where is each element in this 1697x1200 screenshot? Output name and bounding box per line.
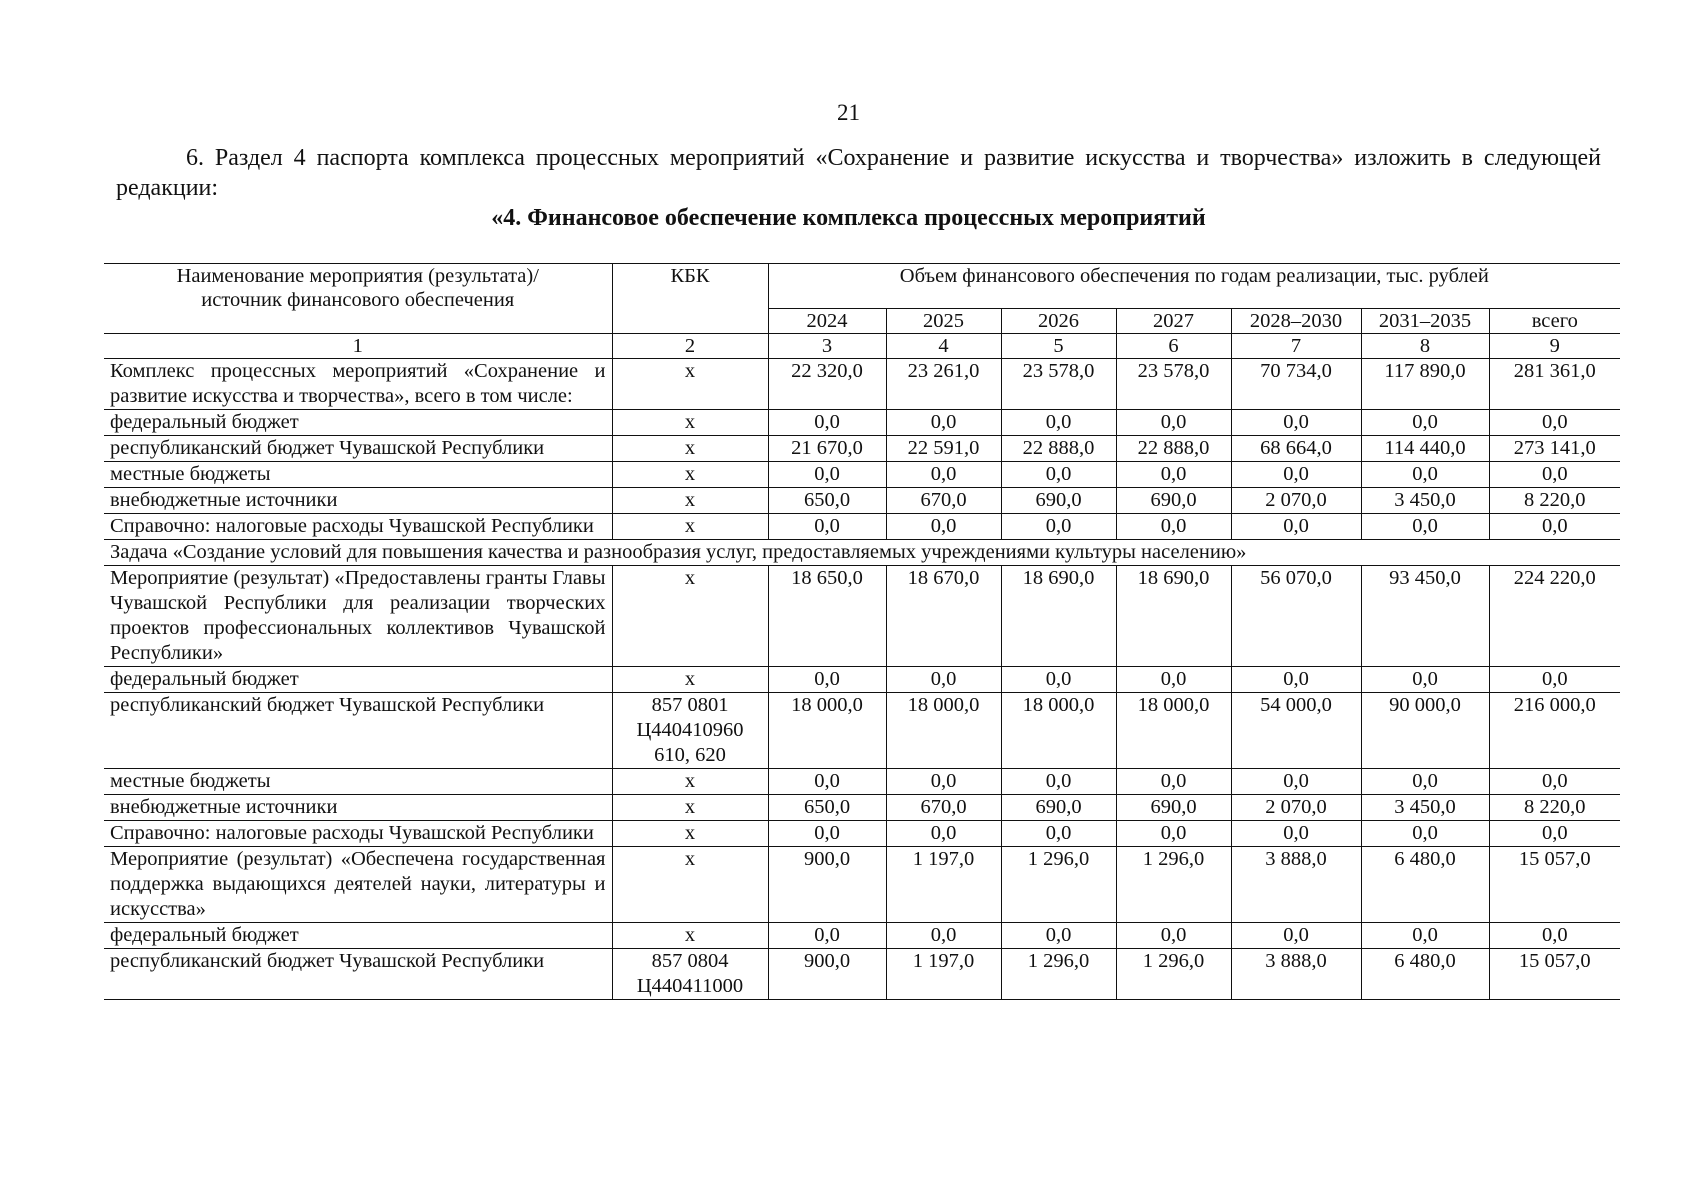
- row-value: 0,0: [1231, 514, 1361, 540]
- header-year: 2028–2030: [1231, 309, 1361, 334]
- row-name: федеральный бюджет: [104, 923, 612, 949]
- row-value: 3 888,0: [1231, 949, 1361, 1000]
- row-value: 0,0: [1361, 769, 1489, 795]
- header-name-line2: источник финансового обеспечения: [201, 289, 515, 311]
- row-value: 1 197,0: [886, 949, 1001, 1000]
- row-value: 15 057,0: [1489, 949, 1620, 1000]
- row-value: 0,0: [886, 514, 1001, 540]
- row-value: 18 670,0: [886, 566, 1001, 667]
- row-value: 0,0: [1001, 462, 1116, 488]
- row-name: Комплекс процессных мероприятий «Сохранение и развитие искусства и творчества», всего в том числе:: [104, 359, 612, 410]
- row-name: федеральный бюджет: [104, 667, 612, 693]
- row-value: 273 141,0: [1489, 436, 1620, 462]
- row-value: 18 000,0: [1116, 693, 1231, 769]
- row-value: 23 578,0: [1116, 359, 1231, 410]
- header-kbk-col: КБК: [612, 264, 768, 334]
- row-value: 0,0: [1116, 667, 1231, 693]
- row-kbk: х: [612, 436, 768, 462]
- row-value: 0,0: [1361, 667, 1489, 693]
- header-name-line1: Наименование мероприятия (результата)/: [176, 265, 539, 287]
- row-kbk: х: [612, 821, 768, 847]
- row-name: республиканский бюджет Чувашской Республики: [104, 693, 612, 769]
- row-value: 0,0: [886, 769, 1001, 795]
- row-kbk: х: [612, 410, 768, 436]
- row-name: Справочно: налоговые расходы Чувашской Республики: [104, 514, 612, 540]
- row-value: 90 000,0: [1361, 693, 1489, 769]
- row-value: 1 197,0: [886, 847, 1001, 923]
- header-volume-group: Объем финансового обеспечения по годам реализации, тыс. рублей: [768, 264, 1620, 309]
- header-year-total: всего: [1489, 309, 1620, 334]
- column-number: 4: [886, 334, 1001, 359]
- row-kbk: х: [612, 667, 768, 693]
- row-kbk: х: [612, 514, 768, 540]
- row-value: 0,0: [886, 923, 1001, 949]
- row-name: Мероприятие (результат) «Обеспечена государственная поддержка выдающихся деятелей науки, литературы и искусства»: [104, 847, 612, 923]
- row-value: 0,0: [1361, 514, 1489, 540]
- row-value: 0,0: [1116, 462, 1231, 488]
- row-value: 1 296,0: [1116, 847, 1231, 923]
- row-value: 6 480,0: [1361, 847, 1489, 923]
- row-value: 22 888,0: [1116, 436, 1231, 462]
- table-row: [104, 436, 1620, 462]
- row-name: Мероприятие (результат) «Предоставлены гранты Главы Чувашской Республики для реализации творческих проектов профессиональных коллективов Чувашской Республики»: [104, 566, 612, 667]
- row-value: 0,0: [1489, 462, 1620, 488]
- financial-table: [104, 263, 1620, 1000]
- row-value: 690,0: [1001, 488, 1116, 514]
- row-value: 117 890,0: [1361, 359, 1489, 410]
- row-kbk: х: [612, 488, 768, 514]
- row-name: федеральный бюджет: [104, 410, 612, 436]
- table-row: [104, 795, 1620, 821]
- row-value: 0,0: [1231, 769, 1361, 795]
- row-value: 1 296,0: [1116, 949, 1231, 1000]
- row-name: местные бюджеты: [104, 769, 612, 795]
- row-value: 22 591,0: [886, 436, 1001, 462]
- row-value: 0,0: [768, 514, 886, 540]
- row-value: 0,0: [1001, 514, 1116, 540]
- row-value: 0,0: [1489, 923, 1620, 949]
- row-value: 0,0: [1116, 821, 1231, 847]
- row-value: 0,0: [1231, 821, 1361, 847]
- row-value: 2 070,0: [1231, 795, 1361, 821]
- row-value: 54 000,0: [1231, 693, 1361, 769]
- row-kbk: х: [612, 359, 768, 410]
- row-value: 0,0: [1001, 667, 1116, 693]
- row-value: 1 296,0: [1001, 847, 1116, 923]
- row-value: 0,0: [1001, 410, 1116, 436]
- table-row: [104, 693, 1620, 769]
- row-value: 690,0: [1001, 795, 1116, 821]
- row-value: 8 220,0: [1489, 488, 1620, 514]
- row-value: 68 664,0: [1231, 436, 1361, 462]
- column-number: 3: [768, 334, 886, 359]
- row-value: 15 057,0: [1489, 847, 1620, 923]
- column-number: 1: [104, 334, 612, 359]
- row-kbk: х: [612, 769, 768, 795]
- header-year: 2026: [1001, 309, 1116, 334]
- row-value: 0,0: [1001, 923, 1116, 949]
- row-value: 0,0: [1361, 923, 1489, 949]
- row-value: 0,0: [1489, 410, 1620, 436]
- row-value: 0,0: [1361, 410, 1489, 436]
- row-value: 18 650,0: [768, 566, 886, 667]
- column-number: 2: [612, 334, 768, 359]
- header-year: 2025: [886, 309, 1001, 334]
- header-year: 2031–2035: [1361, 309, 1489, 334]
- row-kbk: х: [612, 847, 768, 923]
- row-value: 224 220,0: [1489, 566, 1620, 667]
- row-value: 0,0: [1231, 667, 1361, 693]
- row-value: 0,0: [1116, 923, 1231, 949]
- row-value: 0,0: [1489, 667, 1620, 693]
- row-name: местные бюджеты: [104, 462, 612, 488]
- row-name: республиканский бюджет Чувашской Республики: [104, 949, 612, 1000]
- row-value: 0,0: [1231, 923, 1361, 949]
- table-row: [104, 488, 1620, 514]
- row-value: 56 070,0: [1231, 566, 1361, 667]
- column-number: 5: [1001, 334, 1116, 359]
- column-number: 8: [1361, 334, 1489, 359]
- row-value: 23 578,0: [1001, 359, 1116, 410]
- row-value: 0,0: [768, 667, 886, 693]
- table-row: [104, 359, 1620, 410]
- row-value: 0,0: [768, 462, 886, 488]
- row-value: 3 450,0: [1361, 795, 1489, 821]
- header-row: [104, 264, 1620, 309]
- row-kbk: х: [612, 923, 768, 949]
- row-value: 0,0: [768, 410, 886, 436]
- row-value: 22 888,0: [1001, 436, 1116, 462]
- row-value: 18 690,0: [1001, 566, 1116, 667]
- row-kbk: 857 0801 Ц440410960 610, 620: [612, 693, 768, 769]
- row-value: 114 440,0: [1361, 436, 1489, 462]
- row-value: 93 450,0: [1361, 566, 1489, 667]
- table-row: [104, 667, 1620, 693]
- row-kbk: х: [612, 795, 768, 821]
- row-name: Справочно: налоговые расходы Чувашской Республики: [104, 821, 612, 847]
- row-value: 23 261,0: [886, 359, 1001, 410]
- row-value: 0,0: [886, 462, 1001, 488]
- row-value: 2 070,0: [1231, 488, 1361, 514]
- row-value: 0,0: [1001, 821, 1116, 847]
- row-value: 3 888,0: [1231, 847, 1361, 923]
- row-value: 21 670,0: [768, 436, 886, 462]
- row-value: 0,0: [768, 923, 886, 949]
- table-row: [104, 821, 1620, 847]
- column-number: 6: [1116, 334, 1231, 359]
- table-row: [104, 410, 1620, 436]
- intro-paragraph: 6. Раздел 4 паспорта комплекса процессных мероприятий «Сохранение и развитие искусства и творчества» изложить в следующей редакции:: [116, 145, 1601, 201]
- row-value: 670,0: [886, 488, 1001, 514]
- page-number: 21: [837, 100, 860, 125]
- row-value: 0,0: [768, 821, 886, 847]
- row-value: 900,0: [768, 949, 886, 1000]
- row-value: 8 220,0: [1489, 795, 1620, 821]
- row-value: 650,0: [768, 795, 886, 821]
- task-label: Задача «Создание условий для повышения качества и разнообразия услуг, предоставляемых учреждениями культуры населению»: [104, 540, 1620, 566]
- table-row: [104, 923, 1620, 949]
- table-row: [104, 514, 1620, 540]
- row-value: 690,0: [1116, 795, 1231, 821]
- row-kbk: х: [612, 566, 768, 667]
- row-value: 690,0: [1116, 488, 1231, 514]
- row-value: 1 296,0: [1001, 949, 1116, 1000]
- task-row: [104, 540, 1620, 566]
- row-value: 216 000,0: [1489, 693, 1620, 769]
- table-row: [104, 949, 1620, 1000]
- table-body: [104, 334, 1620, 1000]
- row-value: 0,0: [1116, 769, 1231, 795]
- row-value: 0,0: [1489, 821, 1620, 847]
- table-row: [104, 769, 1620, 795]
- row-value: 18 690,0: [1116, 566, 1231, 667]
- row-value: 0,0: [1489, 514, 1620, 540]
- row-value: 0,0: [768, 769, 886, 795]
- column-number: 7: [1231, 334, 1361, 359]
- header-name-col: [104, 264, 612, 334]
- row-value: 0,0: [886, 410, 1001, 436]
- row-value: 70 734,0: [1231, 359, 1361, 410]
- row-value: 0,0: [886, 667, 1001, 693]
- row-value: 0,0: [1361, 462, 1489, 488]
- row-value: 650,0: [768, 488, 886, 514]
- row-kbk: х: [612, 462, 768, 488]
- row-value: 0,0: [1001, 769, 1116, 795]
- header-year: 2024: [768, 309, 886, 334]
- row-value: 18 000,0: [768, 693, 886, 769]
- row-value: 18 000,0: [886, 693, 1001, 769]
- table-row: [104, 566, 1620, 667]
- table-row: [104, 462, 1620, 488]
- row-value: 6 480,0: [1361, 949, 1489, 1000]
- row-name: внебюджетные источники: [104, 795, 612, 821]
- header-year: 2027: [1116, 309, 1231, 334]
- row-value: 0,0: [1361, 821, 1489, 847]
- row-value: 0,0: [1489, 769, 1620, 795]
- row-value: 22 320,0: [768, 359, 886, 410]
- section-title: «4. Финансовое обеспечение комплекса процессных мероприятий: [491, 205, 1206, 231]
- row-value: 3 450,0: [1361, 488, 1489, 514]
- row-value: 670,0: [886, 795, 1001, 821]
- row-name: внебюджетные источники: [104, 488, 612, 514]
- row-name: республиканский бюджет Чувашской Республики: [104, 436, 612, 462]
- row-value: 0,0: [1116, 514, 1231, 540]
- table-row: [104, 847, 1620, 923]
- row-value: 0,0: [1116, 410, 1231, 436]
- row-value: 18 000,0: [1001, 693, 1116, 769]
- row-value: 0,0: [1231, 410, 1361, 436]
- row-value: 0,0: [886, 821, 1001, 847]
- row-value: 0,0: [1231, 462, 1361, 488]
- row-kbk: 857 0804 Ц440411000: [612, 949, 768, 1000]
- row-value: 281 361,0: [1489, 359, 1620, 410]
- column-number: 9: [1489, 334, 1620, 359]
- row-value: 900,0: [768, 847, 886, 923]
- column-number-row: [104, 334, 1620, 359]
